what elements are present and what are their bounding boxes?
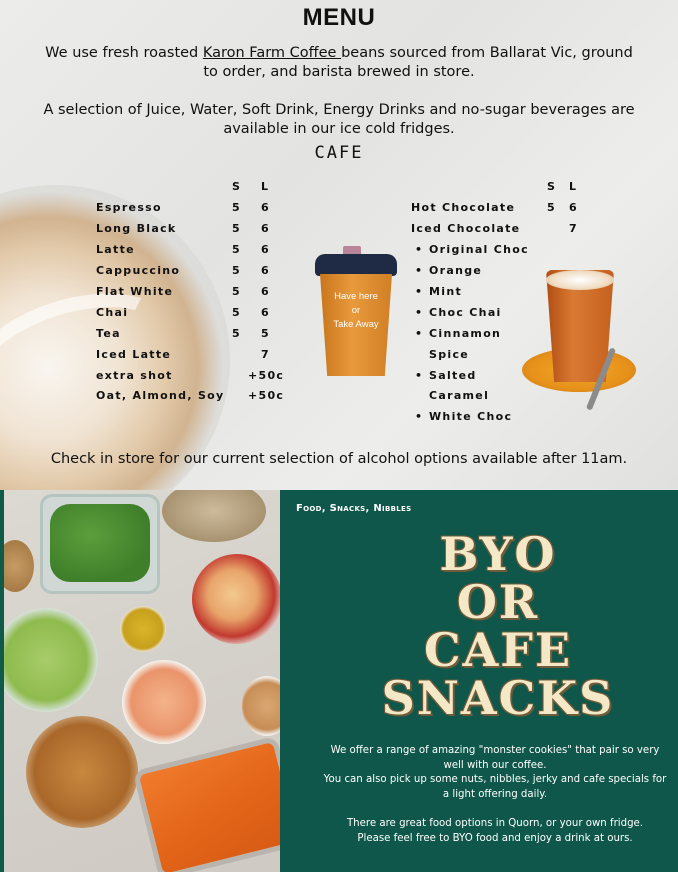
item-name: Espresso <box>96 201 162 214</box>
item-large-price: 6 <box>569 201 578 214</box>
flavour-item: • Choc Chai <box>429 306 502 326</box>
item-name: Long Black <box>96 222 177 235</box>
food-description <box>320 744 670 846</box>
page-title: MENU <box>302 4 376 31</box>
flavour-item: • White Choc <box>429 410 512 430</box>
item-large-price: 5 <box>261 327 270 340</box>
oil-bowl <box>120 606 166 652</box>
size-small-label: S <box>547 180 557 193</box>
paragraph-spacer <box>320 802 670 817</box>
item-small-price: 5 <box>547 201 556 214</box>
item-name: Tea <box>96 327 121 340</box>
size-large-label: L <box>569 180 578 193</box>
item-name: Cappuccino <box>96 264 181 277</box>
item-large-price: 7 <box>569 222 578 235</box>
dip-bowl <box>242 676 280 736</box>
item-name: Latte <box>96 243 135 256</box>
flavour-item-continued: Spice <box>429 348 470 361</box>
menu-item <box>96 243 296 263</box>
menu-item <box>96 306 296 326</box>
menu-item <box>411 201 591 221</box>
item-small-price: 5 <box>232 201 241 214</box>
item-small-price: 5 <box>232 306 241 319</box>
headline-line: OR <box>456 575 540 629</box>
intro-after: beans sourced from Ballarat Vic, ground to order, and barista brewed in store. <box>203 45 633 80</box>
pasta-bowl <box>26 716 138 828</box>
menu-item <box>96 348 296 368</box>
flavour-item: • Orange <box>429 264 482 284</box>
cafe-heading: CAFE <box>314 143 364 163</box>
item-small-price: 5 <box>232 285 241 298</box>
menu-item <box>96 222 296 242</box>
intro-text <box>40 44 638 82</box>
item-name: Iced Latte <box>96 348 172 361</box>
nibbles-text: You can also pick up some nuts, nibbles, jerky and cafe specials for a light offering daily. <box>323 774 667 800</box>
headline-line: SNACKS <box>381 671 615 725</box>
menu-item <box>96 201 296 221</box>
item-name: Flat White <box>96 285 174 298</box>
item-large-price: 6 <box>261 285 270 298</box>
glass-foam <box>546 270 614 290</box>
cup-lid <box>315 254 397 276</box>
flavour-item: • Cinnamon <box>429 327 501 347</box>
coffee-menu-list <box>96 180 296 410</box>
item-large-price: 6 <box>261 264 270 277</box>
item-large-price: 7 <box>261 348 270 361</box>
item-large-price: 6 <box>261 201 270 214</box>
menu-item <box>96 369 296 389</box>
byo-text: Please feel free to BYO food and enjoy a drink at ours. <box>357 832 633 844</box>
menu-item <box>96 389 296 409</box>
menu-item <box>96 327 296 347</box>
flavour-item: • Mint <box>429 285 462 305</box>
karon-farm-link[interactable]: Karon Farm Coffee <box>202 45 342 61</box>
item-large-price: 6 <box>261 306 270 319</box>
size-header-row <box>96 180 296 200</box>
alcohol-note: Check in store for our current selection of alcohol options available after 11am. <box>50 451 628 467</box>
cup-label-line: Take Away <box>333 319 379 330</box>
fridge-note: A selection of Juice, Water, Soft Drink, Energy Drinks and no-sugar beverages are available in our ice cold fridges. <box>43 102 635 137</box>
food-section-label: Food, Snacks, Nibbles <box>296 503 412 514</box>
cup-label-line: Have here <box>334 291 378 302</box>
iced-chocolate-glass-image <box>520 268 638 418</box>
item-name: Iced Chocolate <box>411 222 521 235</box>
flavour-item-continued: Caramel <box>429 389 490 402</box>
cup-label <box>320 290 392 332</box>
cup-label-line: or <box>351 305 361 316</box>
menu-item <box>411 222 591 242</box>
item-extra-price: +50c <box>248 389 285 402</box>
food-bowls-photo <box>0 490 280 872</box>
cookies-text: We offer a range of amazing "monster cookies" that pair so very well with our coffee. <box>330 745 660 771</box>
item-name: Chai <box>96 306 129 319</box>
item-small-price: 5 <box>232 222 241 235</box>
item-name: Oat, Almond, Soy <box>96 389 225 402</box>
prawns-bowl <box>122 660 206 744</box>
item-large-price: 6 <box>261 222 270 235</box>
intro-before: We use fresh roasted <box>45 45 203 61</box>
snow-peas <box>50 504 150 582</box>
size-small-label: S <box>232 180 242 193</box>
flavour-item: • Original Choc <box>429 243 529 263</box>
flavour-item: • Salted <box>429 369 477 389</box>
headline-line: CAFE <box>423 623 573 677</box>
menu-item <box>96 264 296 284</box>
item-small-price: 5 <box>232 264 241 277</box>
food-snacks-panel <box>280 490 678 872</box>
apple-bowl <box>192 554 280 644</box>
byo-headline <box>280 527 678 725</box>
size-large-label: L <box>261 180 270 193</box>
headline-line: BYO <box>439 527 557 581</box>
carrots-dish <box>133 736 280 872</box>
item-large-price: 6 <box>261 243 270 256</box>
item-extra-price: +50c <box>248 369 285 382</box>
size-header-row <box>411 180 591 200</box>
grapes-bowl <box>0 608 98 712</box>
menu-item <box>96 285 296 305</box>
quorn-text: There are great food options in Quorn, or your own fridge. <box>346 817 644 829</box>
item-name: Hot Chocolate <box>411 201 516 214</box>
nuts-bowl <box>0 540 34 592</box>
seeds-bowl <box>162 490 266 542</box>
item-small-price: 5 <box>232 327 241 340</box>
takeaway-cup-image <box>313 246 399 378</box>
item-name: extra shot <box>96 369 173 382</box>
item-small-price: 5 <box>232 243 241 256</box>
